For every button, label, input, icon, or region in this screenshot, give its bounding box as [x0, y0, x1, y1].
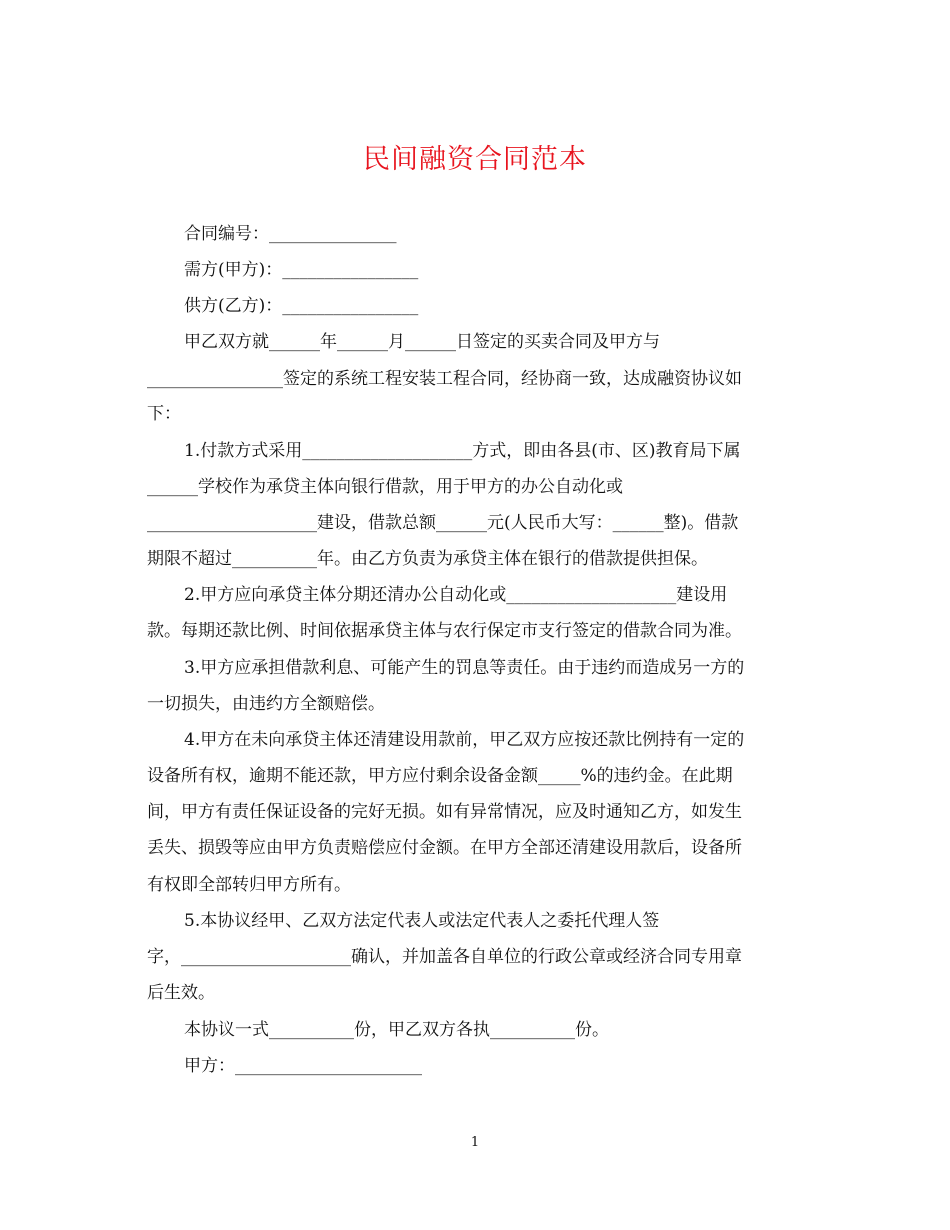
clause-1-line: ____________________建设，借款总额______元(人民币大写：______整)。借款: [147, 513, 739, 533]
clause-1-line: 1.付款方式采用____________________方式，即由各县(市、区)教育局下属: [184, 441, 741, 461]
clause-4-line: 丢失、损毁等应由甲方负责赔偿应付金额。在甲方全部还清建设用款后，设备所: [147, 838, 742, 858]
clause-1-line: ______学校作为承贷主体向银行借款，用于甲方的办公自动化或: [147, 477, 623, 497]
clause-5-line: 5.本协议经甲、乙双方法定代表人或法定代表人之委托代理人签: [184, 911, 660, 931]
contract-number-line: 合同编号：_______________: [184, 224, 397, 244]
paragraph-line: 甲乙双方就______年______月______日签定的买卖合同及甲方与: [184, 332, 660, 352]
clause-4-line: 4.甲方在未向承贷主体还清建设用款前，甲乙双方应按还款比例持有一定的: [184, 730, 745, 750]
page-number: 1: [470, 1135, 480, 1150]
clause-3-line: 一切损失，由违约方全额赔偿。: [147, 694, 385, 714]
clause-4-line: 有权即全部转归甲方所有。: [147, 875, 351, 895]
paragraph-line: 下：: [147, 404, 181, 424]
document-title: 民间融资合同范本: [363, 144, 587, 175]
clause-2-line: 款。每期还款比例、时间依据承贷主体与农行保定市支行签定的借款合同为准。: [147, 621, 742, 641]
party-a-line: 需方(甲方)：________________: [184, 260, 419, 280]
copies-line: 本协议一式__________份，甲乙双方各执__________份。: [184, 1020, 609, 1040]
clause-3-line: 3.甲方应承担借款利息、可能产生的罚息等责任。由于违约而造成另一方的: [184, 658, 745, 678]
clause-5-line: 后生效。: [147, 983, 215, 1003]
signature-party-a-line: 甲方：______________________: [184, 1056, 422, 1076]
clause-4-line: 间，甲方有责任保证设备的完好无损。如有异常情况，应及时通知乙方，如发生: [147, 802, 742, 822]
paragraph-line: ________________签定的系统工程安装工程合同，经协商一致，达成融资协议如: [147, 369, 742, 389]
clause-4-line: 设备所有权，逾期不能还款，甲方应付剩余设备金额_____%的违约金。在此期: [147, 766, 733, 786]
clause-2-line: 2.甲方应向承贷主体分期还清办公自动化或____________________建设用: [184, 585, 728, 605]
clause-1-line: 期限不超过__________年。由乙方负责为承贷主体在银行的借款提供担保。: [147, 549, 708, 569]
party-b-line: 供方(乙方)：________________: [184, 296, 419, 316]
clause-5-line: 字，____________________确认，并加盖各自单位的行政公章或经济合同专用章: [147, 947, 742, 967]
